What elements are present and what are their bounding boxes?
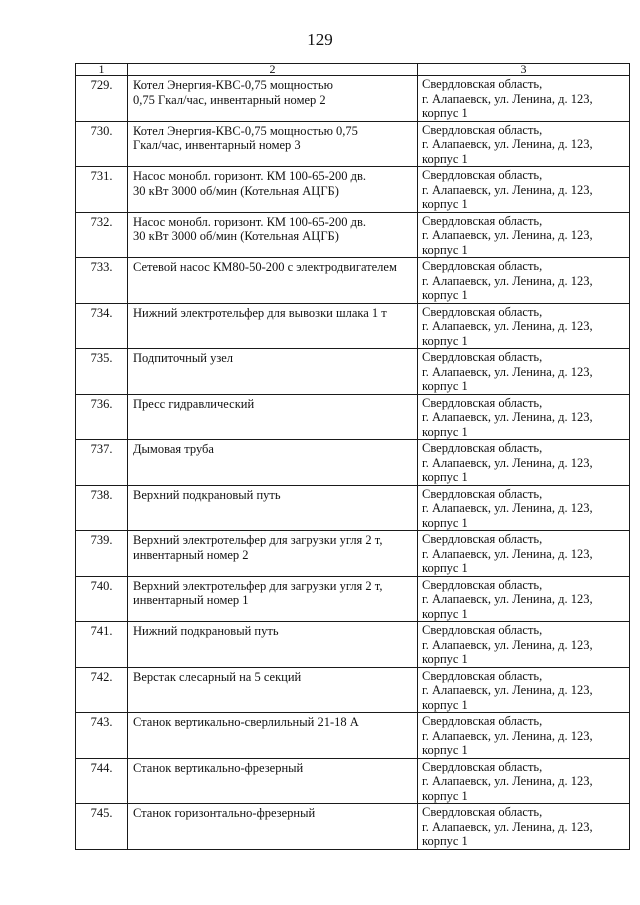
header-column-3: 3 [418,64,630,76]
address-line: Свердловская область, [422,532,543,546]
row-number: 736. [76,394,128,440]
table-row [76,394,630,440]
row-number: 734. [76,303,128,349]
header-column-2: 2 [128,64,418,76]
address-line: корпус 1 [422,424,468,439]
item-name: Дымовая труба [128,440,418,486]
address-line: Свердловская область, [422,77,543,91]
address-line: г. Алапаевск, ул. Ленина, д. 123, [422,501,593,515]
address-line: г. Алапаевск, ул. Ленина, д. 123, [422,455,593,470]
address-line: г. Алапаевск, ул. Ленина, д. 123, [422,774,593,788]
item-address [418,76,630,122]
address-line: Свердловская область, [422,714,543,728]
table-header-row [76,64,630,76]
address-line: Свердловская область, [422,350,543,364]
address-line: корпус 1 [422,242,468,257]
address-line: корпус 1 [422,561,468,575]
item-name: Верхний электротельфер для загрузки угля 2 т, инвентарный номер 2 [128,531,418,577]
address-line: Свердловская область, [422,441,543,455]
table-row [76,576,630,622]
row-number: 730. [76,121,128,167]
address-line: г. Алапаевск, ул. Ленина, д. 123, [422,273,593,288]
address-line: г. Алапаевск, ул. Ленина, д. 123, [422,319,593,333]
item-name: Подпиточный узел [128,349,418,395]
address-line: Свердловская область, [422,759,543,774]
row-number: 738. [76,485,128,531]
address-line: г. Алапаевск, ул. Ленина, д. 123, [422,410,593,424]
address-line: корпус 1 [422,788,468,803]
address-line: корпус 1 [422,606,468,621]
item-address [418,440,630,486]
address-line: г. Алапаевск, ул. Ленина, д. 123, [422,91,593,106]
address-line: корпус 1 [422,333,468,348]
address-line: Свердловская область, [422,304,543,319]
table-row [76,667,630,713]
address-line: корпус 1 [422,106,468,120]
address-line: Свердловская область, [422,623,543,637]
item-address [418,576,630,622]
item-address [418,303,630,349]
address-line: корпус 1 [422,515,468,530]
table-row [76,758,630,804]
row-number: 731. [76,167,128,213]
address-line: Свердловская область, [422,805,543,819]
address-line: Свердловская область, [422,395,543,410]
table-row [76,531,630,577]
address-line: корпус 1 [422,743,468,757]
item-name: Котел Энергия-КВС-0,75 мощностью 0,75 Гкал/час, инвентарный номер 3 [128,121,418,167]
item-name: Верхний подкрановый путь [128,485,418,531]
item-address [418,258,630,304]
item-name: Пресс гидравлический [128,394,418,440]
address-line: г. Алапаевск, ул. Ленина, д. 123, [422,683,593,697]
address-line: г. Алапаевск, ул. Ленина, д. 123, [422,728,593,743]
item-address [418,667,630,713]
header-column-1: 1 [76,64,128,76]
item-name: Станок вертикально-сверлильный 21-18 А [128,713,418,759]
address-line: корпус 1 [422,834,468,848]
item-name: Котел Энергия-КВС-0,75 мощностью 0,75 Гкал/час, инвентарный номер 2 [128,76,418,122]
table-row [76,212,630,258]
table-row [76,713,630,759]
row-number: 733. [76,258,128,304]
property-table [75,63,630,850]
row-number: 742. [76,667,128,713]
address-line: г. Алапаевск, ул. Ленина, д. 123, [422,182,593,197]
table-row [76,121,630,167]
item-address [418,531,630,577]
address-line: корпус 1 [422,197,468,211]
address-line: г. Алапаевск, ул. Ленина, д. 123, [422,228,593,242]
table-row [76,804,630,850]
row-number: 737. [76,440,128,486]
table-row [76,440,630,486]
item-name: Станок вертикально-фрезерный [128,758,418,804]
address-line: г. Алапаевск, ул. Ленина, д. 123, [422,364,593,379]
item-address [418,394,630,440]
address-line: Свердловская область, [422,577,543,592]
item-name: Верхний электротельфер для загрузки угля 2 т, инвентарный номер 1 [128,576,418,622]
row-number: 729. [76,76,128,122]
address-line: Свердловская область, [422,168,543,182]
table-row [76,303,630,349]
item-name: Станок горизонтально-фрезерный [128,804,418,850]
item-address [418,804,630,850]
item-address [418,622,630,668]
item-address [418,713,630,759]
row-number: 743. [76,713,128,759]
table-body [76,76,630,850]
row-number: 739. [76,531,128,577]
item-address [418,485,630,531]
address-line: корпус 1 [422,652,468,666]
address-line: г. Алапаевск, ул. Ленина, д. 123, [422,637,593,652]
item-address [418,349,630,395]
item-name: Нижний электротельфер для вывозки шлака 1 т [128,303,418,349]
address-line: г. Алапаевск, ул. Ленина, д. 123, [422,137,593,151]
table-row [76,167,630,213]
item-address [418,121,630,167]
address-line: Свердловская область, [422,259,543,273]
item-address [418,167,630,213]
row-number: 740. [76,576,128,622]
address-line: Свердловская область, [422,486,543,501]
address-line: г. Алапаевск, ул. Ленина, д. 123, [422,819,593,834]
table-row [76,349,630,395]
address-line: Свердловская область, [422,122,543,137]
address-line: Свердловская область, [422,668,543,683]
address-line: корпус 1 [422,379,468,393]
address-line: г. Алапаевск, ул. Ленина, д. 123, [422,592,593,606]
row-number: 744. [76,758,128,804]
address-line: корпус 1 [422,151,468,166]
page-number: 129 [307,30,333,49]
item-name: Нижний подкрановый путь [128,622,418,668]
table-row [76,258,630,304]
item-name: Сетевой насос КМ80-50-200 с электродвигателем [128,258,418,304]
address-line: Свердловская область, [422,213,543,228]
table-row [76,485,630,531]
address-line: корпус 1 [422,470,468,484]
table-row [76,76,630,122]
address-line: корпус 1 [422,288,468,302]
item-address [418,758,630,804]
row-number: 735. [76,349,128,395]
item-name: Насос монобл. горизонт. КМ 100-65-200 дв. 30 кВт 3000 об/мин (Котельная АЦГБ) [128,167,418,213]
table-row [76,622,630,668]
item-name: Насос монобл. горизонт. КМ 100-65-200 дв. 30 кВт 3000 об/мин (Котельная АЦГБ) [128,212,418,258]
item-address [418,212,630,258]
address-line: г. Алапаевск, ул. Ленина, д. 123, [422,546,593,561]
row-number: 745. [76,804,128,850]
item-name: Верстак слесарный на 5 секций [128,667,418,713]
row-number: 741. [76,622,128,668]
row-number: 732. [76,212,128,258]
address-line: корпус 1 [422,697,468,712]
